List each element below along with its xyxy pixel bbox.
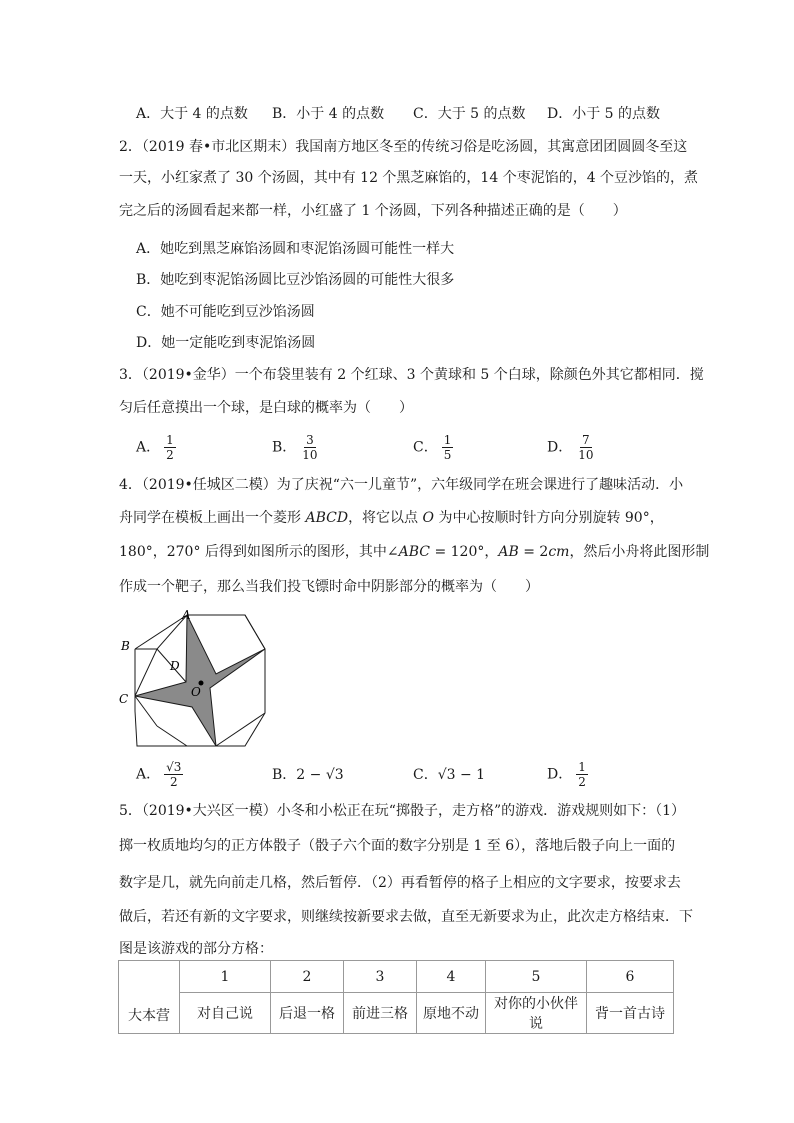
q5-table-number-5: 5 (486, 961, 587, 993)
q4-line2-text-c: 为中心按顺时针方向分别旋转 90°， (434, 510, 664, 526)
q4-line3-var-abc: ABC (398, 544, 430, 560)
q5-table-label-2: 后退一格 (271, 993, 344, 1034)
q4-line3-text-c: = 2 (518, 544, 549, 560)
q4-stem-line1: 4．（2019•任城区二模）为了庆祝“六一儿童节”，六年级同学在班会课进行了趣味活动．小 (119, 477, 684, 493)
q4-stem-line2 (119, 507, 664, 527)
q3-option-a (136, 433, 176, 462)
q3-option-c-label: C． (413, 439, 438, 456)
q4-figure-label-o: O (191, 685, 201, 699)
q2-option-d: D．她一定能吃到枣泥馅汤圆 (136, 335, 316, 351)
q4-figure-label-b: B (121, 639, 130, 653)
q4-option-a-label: A． (136, 766, 161, 783)
q5-table-number-row (119, 961, 674, 993)
q2-stem-line2: 一天，小红家煮了 30 个汤圆，其中有 12 个黑芝麻馅的，14 个枣泥馅的，4 个豆沙馅的，煮 (119, 170, 699, 186)
q4-option-c-value: √3 − 1 (437, 767, 486, 783)
q4-option-c (413, 764, 485, 784)
q4-option-a-denominator: 2 (169, 775, 178, 789)
q5-table-start-cell: 大本营 (119, 961, 180, 1034)
q4-option-d-label: D． (547, 766, 573, 783)
q5-table-label-5: 对你的小伙伴说 (486, 993, 587, 1034)
q3-option-d-fraction (576, 433, 595, 462)
q4-option-a (136, 760, 183, 789)
q3-option-a-fraction (164, 433, 176, 462)
q3-stem-line1: 3．（2019•金华）一个布袋里装有 2 个红球、3 个黄球和 5 个白球，除颜色外其它都相同．搅 (119, 367, 704, 383)
q2-stem-line3: 完之后的汤圆看起来都一样，小红盛了 1 个汤圆，下列各种描述正确的是（ ） (119, 203, 627, 219)
q5-table-label-6: 背一首古诗 (587, 993, 674, 1034)
q4-line3-var-ab: AB (498, 544, 519, 560)
q4-figure-edge-lower-left (135, 696, 157, 726)
q4-line3-text-b: = 120°， (430, 544, 499, 560)
q4-figure-label-d: D (170, 659, 180, 673)
q1-option-b: B．小于 4 的点数 (272, 106, 385, 122)
q4-figure-edge-top-right (245, 615, 265, 649)
q5-table-label-row (119, 993, 674, 1034)
q4-line2-var-o: O (422, 510, 434, 526)
q4-line2-text-a: 舟同学在模板上画出一个菱形 (119, 510, 306, 526)
q4-figure-edge-bottom-left (157, 726, 187, 746)
q3-option-c-fraction (442, 433, 454, 462)
q4-option-a-numerator: √3 (166, 760, 182, 774)
q5-stem-line1: 5．（2019•大兴区一模）小冬和小松正在玩“掷骰子，走方格”的游戏．游戏规则如下：（1） (119, 803, 686, 819)
q4-option-c-label: C． (413, 767, 438, 783)
q4-stem-line3 (119, 541, 709, 561)
q5-table-number-4: 4 (417, 961, 486, 993)
q3-option-d-numerator: 7 (582, 433, 590, 447)
q5-stem-line2: 掷一枚质地均匀的正方体骰子（骰子六个面的数字分别是 1 至 6），落地后骰子向上一面的 (119, 838, 676, 854)
q5-table-label-1: 对自己说 (180, 993, 271, 1034)
q4-option-b-value: 2 − √3 (296, 767, 344, 783)
q3-option-c-denominator: 5 (443, 448, 452, 462)
q4-option-b-label: B． (272, 767, 297, 783)
q5-table-number-1: 1 (180, 961, 271, 993)
q4-figure-label-c: C (119, 692, 129, 706)
q3-option-d-denominator: 10 (578, 448, 594, 462)
q4-line2-var-abcd: ABCD (305, 510, 349, 526)
q4-option-d (547, 760, 588, 789)
q3-option-b-numerator: 3 (306, 433, 314, 447)
q3-option-a-label: A． (136, 439, 161, 456)
q5-table-label-4: 原地不动 (417, 993, 486, 1034)
q3-option-a-numerator: 1 (166, 433, 174, 447)
q4-option-b (272, 764, 344, 784)
q4-option-a-fraction (164, 760, 183, 789)
q5-table-label-3: 前进三格 (344, 993, 417, 1034)
q3-option-a-denominator: 2 (166, 448, 174, 462)
q3-option-b-label: B． (272, 439, 297, 456)
q2-stem-line1: 2．（2019 春•市北区期末）我国南方地区冬至的传统习俗是吃汤圆，其寓意团团圆圆冬至这 (119, 139, 688, 155)
q3-stem-line2: 匀后任意摸出一个球，是白球的概率为（ ） (119, 400, 413, 416)
q4-figure-hexagon-star (112, 606, 272, 756)
q5-stem-line4: 做后，若还有新的文字要求，则继续按新要求去做，直至无新要求为止，此次走方格结束．下 (119, 909, 693, 925)
q1-option-c: C．大于 5 的点数 (413, 106, 526, 122)
q1-option-a: A．大于 4 的点数 (136, 106, 248, 122)
q3-option-c-numerator: 1 (443, 433, 452, 447)
q4-figure-label-a: A (182, 608, 191, 622)
q5-stem-line3: 数字是几，就先向前走几格，然后暂停．（2）再看暂停的格子上相应的文字要求，按要求去 (119, 875, 681, 891)
q2-option-a: A．她吃到黑芝麻馅汤圆和枣泥馅汤圆可能性一样大 (136, 241, 455, 257)
q2-option-b: B．她吃到枣泥馅汤圆比豆沙馅汤圆的可能性大很多 (136, 272, 455, 288)
q5-table-number-3: 3 (344, 961, 417, 993)
q5-table-number-6: 6 (587, 961, 674, 993)
q2-option-c: C．她不可能吃到豆沙馅汤圆 (136, 304, 315, 320)
q4-stem-line4: 作成一个靶子，那么当我们投飞镖时命中阴影部分的概率为（ ） (119, 579, 539, 595)
q4-option-d-numerator: 1 (578, 760, 586, 774)
q4-line2-text-b: ，将它以点 (348, 510, 423, 526)
q4-line3-unit-cm: cm (548, 544, 570, 560)
q4-figure-edge-bottom-right (216, 713, 265, 746)
q5-stem-line5: 图是该游戏的部分方格： (119, 941, 273, 957)
q4-option-d-denominator: 2 (578, 775, 586, 789)
q3-option-c (413, 433, 453, 462)
q3-option-b-denominator: 10 (302, 448, 318, 462)
q4-line3-text-d: ，然后小舟将此图形制 (569, 544, 710, 560)
q3-option-b (272, 433, 320, 462)
q3-option-b-fraction (300, 433, 319, 462)
q3-option-d (547, 433, 596, 462)
q5-game-board-table (118, 960, 674, 1034)
q4-line3-text-a: 180°，270° 后得到如图所示的图形，其中∠ (119, 544, 399, 560)
q1-option-d: D．小于 5 的点数 (547, 106, 661, 122)
q5-table-number-2: 2 (271, 961, 344, 993)
q3-option-d-label: D． (547, 439, 573, 456)
q4-option-d-fraction (576, 760, 588, 789)
